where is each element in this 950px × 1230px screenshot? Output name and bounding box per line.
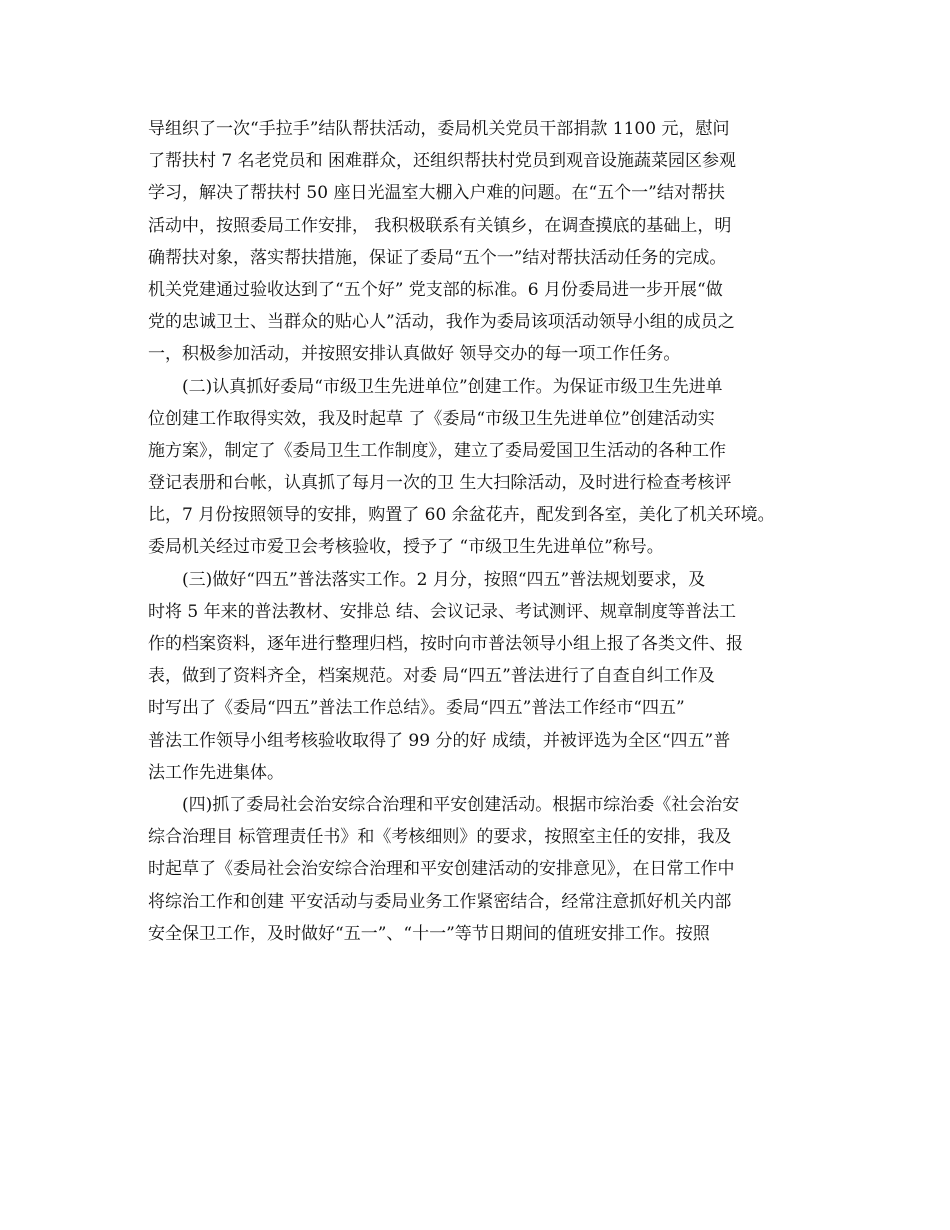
text-line: 位创建工作取得实效，我及时起草 了《委局“市级卫生先进单位”创建活动实 [148,408,715,429]
text-line: 登记表册和台帐，认真抓了每月一次的卫 生大扫除活动，及时进行检查考核评 [148,473,732,494]
text-line: 委局机关经过市爱卫会考核验收，授予了 “市级卫生先进单位”称号。 [148,537,664,558]
text-line: 将综治工作和创建 平安活动与委局业务工作紧密结合，经常注意抓好机关内部 [148,891,732,912]
text-line: 机关党建通过验收达到了“五个好” 党支部的标准。6 月份委局进一步开展“做 [148,279,723,300]
text-line: 时起草了《委局社会治安综合治理和平安创建活动的安排意见》，在日常工作中 [148,859,735,880]
text-line: 一，积极参加活动，并按照安排认真做好 领导交办的每一项工作任务。 [148,344,681,365]
text-line: 法工作先进集体。 [148,762,284,783]
document-body [148,113,828,950]
text-line: 确帮扶对象，落实帮扶措施，保证了委局“五个一”结对帮扶活动任务的完成。 [148,247,727,268]
paragraph-first-line: (四)抓了委局社会治安综合治理和平安创建活动。根据市综治委《社会治安 [182,794,740,815]
text-line: 安全保卫工作，及时做好“五一”、“十一”等节日期间的值班安排工作。按照 [148,923,710,944]
text-line: 作的档案资料，逐年进行整理归档，按时向市普法领导小组上报了各类文件、报 [148,634,743,654]
text-line: 比，7 月份按照领导的安排，购置了 60 余盆花卉，配发到各室，美化了机关环境。 [148,505,775,526]
text-line: 导组织了一次“手拉手”结队帮扶活动，委局机关党员干部捐款 1100 元，慰问 [148,119,730,139]
text-line: 党的忠诚卫士、当群众的贴心人”活动，我作为委局该项活动领导小组的成员之 [148,312,735,333]
text-line: 表，做到了资料齐全，档案规范。对委 局“四五”普法进行了自查自纠工作及 [148,666,715,687]
paragraph-first-line: (二)认真抓好委局“市级卫生先进单位”创建工作。为保证市级卫生先进单 [182,376,723,397]
text-line: 综合治理目 标管理责任书》和《考核细则》的要求，按照室主任的安排，我及 [148,827,732,848]
text-line: 时将 5 年来的普法教材、安排总 结、会议记录、考试测评、规章制度等普法工 [148,601,737,622]
text-line: 施方案》，制定了《委局卫生工作制度》，建立了委局爱国卫生活动的各种工作 [148,440,726,461]
text-line: 活动中，按照委局工作安排， 我积极联系有关镇乡，在调查摸底的基础上，明 [148,215,732,236]
text-line: 了帮扶村 7 名老党员和 困难群众，还组织帮扶村党员到观音设施蔬菜园区参观 [148,151,737,172]
text-line: 时写出了《委局“四五”普法工作总结》。委局“四五”普法工作经市“四五” [148,698,685,719]
text-line: 普法工作领导小组考核验收取得了 99 分的好 成绩，并被评选为全区“四五”普 [148,730,731,751]
text-line: 学习，解决了帮扶村 50 座日光温室大棚入户难的问题。在“五个一”结对帮扶 [148,183,725,204]
paragraph-first-line: (三)做好“四五”普法落实工作。2 月分，按照“四五”普法规划要求，及 [182,569,706,590]
